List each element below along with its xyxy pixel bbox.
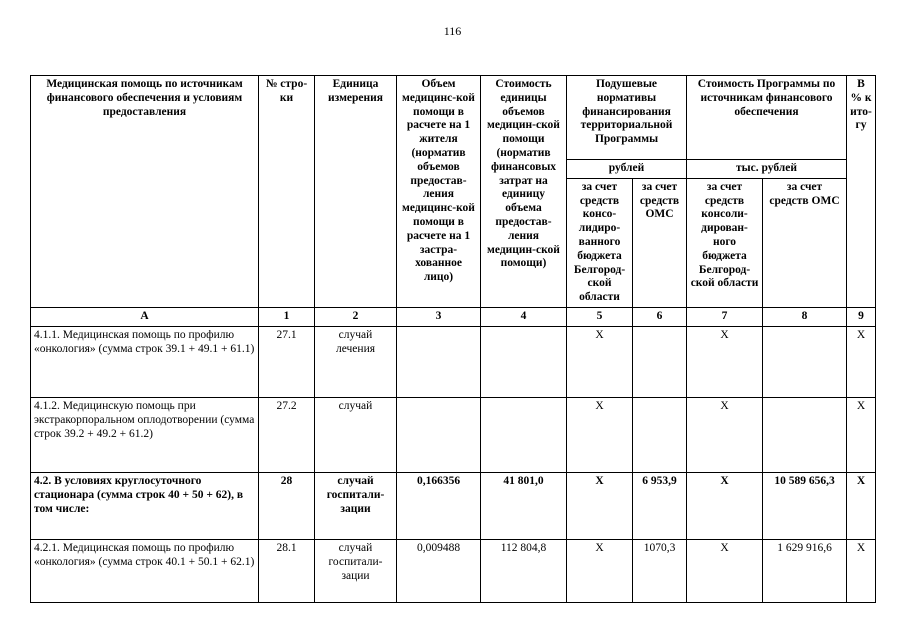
header-unit-rub: рублей <box>567 160 687 179</box>
row-col-7: X <box>687 472 763 539</box>
header-col-9: В % к ито-гу <box>847 76 876 308</box>
row-label: 4.1.1. Медицинская помощь по профилю «онкология» (сумма строк 39.1 + 49.1 + 61.1) <box>31 326 259 397</box>
row-col-5: X <box>567 326 633 397</box>
row-volume <box>397 326 481 397</box>
table-row <box>31 326 876 397</box>
row-volume <box>397 397 481 472</box>
row-unit: случай госпитали-зации <box>315 539 397 602</box>
row-unit: случай госпитали-зации <box>315 472 397 539</box>
row-col-8: 10 589 656,3 <box>763 472 847 539</box>
table-row <box>31 397 876 472</box>
row-col-6: 1070,3 <box>633 539 687 602</box>
table-row <box>31 472 876 539</box>
index-cell: 5 <box>567 307 633 326</box>
header-col-2: Единица измерения <box>315 76 397 308</box>
row-col-7: X <box>687 397 763 472</box>
column-index-row <box>31 307 876 326</box>
page-number: 116 <box>443 24 462 38</box>
header-col-6: за счет средств ОМС <box>633 178 687 307</box>
row-col-9: X <box>847 539 876 602</box>
header-unit-thousand-rub: тыс. рублей <box>687 160 847 179</box>
row-col-7: X <box>687 326 763 397</box>
header-col-4: Стоимость единицы объемов медицин-ской помощи (норматив финансовых затрат на единицу объема предостав-ления медицин-ской помощи) <box>481 76 567 308</box>
row-label: 4.2.1. Медицинская помощь по профилю «онкология» (сумма строк 40.1 + 50.1 + 62.1) <box>31 539 259 602</box>
row-line-number: 28 <box>259 472 315 539</box>
row-cost: 112 804,8 <box>481 539 567 602</box>
row-col-6 <box>633 397 687 472</box>
header-group-program-cost: Стоимость Программы по источникам финансового обеспечения <box>687 76 847 160</box>
row-line-number: 27.1 <box>259 326 315 397</box>
row-col-5: X <box>567 397 633 472</box>
row-cost <box>481 397 567 472</box>
index-cell: А <box>31 307 259 326</box>
row-cost <box>481 326 567 397</box>
row-col-8 <box>763 397 847 472</box>
row-col-6 <box>633 326 687 397</box>
row-col-5: X <box>567 539 633 602</box>
index-cell: 8 <box>763 307 847 326</box>
index-cell: 4 <box>481 307 567 326</box>
index-cell: 2 <box>315 307 397 326</box>
header-col-5: за счет средств консо-лидиро-ванного бюджета Белгород-ской области <box>567 178 633 307</box>
header-col-8: за счет средств ОМС <box>763 178 847 307</box>
header-group-per-capita: Подушевые нормативы финансирования территориальной Программы <box>567 76 687 160</box>
row-col-8: 1 629 916,6 <box>763 539 847 602</box>
index-cell: 3 <box>397 307 481 326</box>
row-unit: случай <box>315 397 397 472</box>
row-line-number: 27.2 <box>259 397 315 472</box>
row-col-8 <box>763 326 847 397</box>
row-line-number: 28.1 <box>259 539 315 602</box>
row-col-9: X <box>847 326 876 397</box>
row-volume: 0,166356 <box>397 472 481 539</box>
header-col-7: за счет средств консоли-дирован-ного бюджета Белгород-ской области <box>687 178 763 307</box>
row-col-9: X <box>847 472 876 539</box>
financing-table <box>30 75 876 603</box>
row-col-5: X <box>567 472 633 539</box>
row-label: 4.1.2. Медицинскую помощь при экстракорпоральном оплодотворении (сумма строк 39.2 + 49.2 + 61.2) <box>31 397 259 472</box>
index-cell: 9 <box>847 307 876 326</box>
header-col-1: № стро-ки <box>259 76 315 308</box>
table-row <box>31 539 876 602</box>
index-cell: 1 <box>259 307 315 326</box>
header-col-a: Медицинская помощь по источникам финансового обеспечения и условиям предоставления <box>31 76 259 308</box>
row-label: 4.2. В условиях круглосуточного стационара (сумма строк 40 + 50 + 62), в том числе: <box>31 472 259 539</box>
row-col-7: X <box>687 539 763 602</box>
header-col-3: Объем медицинс-кой помощи в расчете на 1 жителя (норматив объемов предостав-ления медицинс-кой помощи в расчете на 1 застра-хованное лицо) <box>397 76 481 308</box>
row-col-9: X <box>847 397 876 472</box>
row-cost: 41 801,0 <box>481 472 567 539</box>
row-volume: 0,009488 <box>397 539 481 602</box>
row-col-6: 6 953,9 <box>633 472 687 539</box>
index-cell: 6 <box>633 307 687 326</box>
index-cell: 7 <box>687 307 763 326</box>
row-unit: случай лечения <box>315 326 397 397</box>
